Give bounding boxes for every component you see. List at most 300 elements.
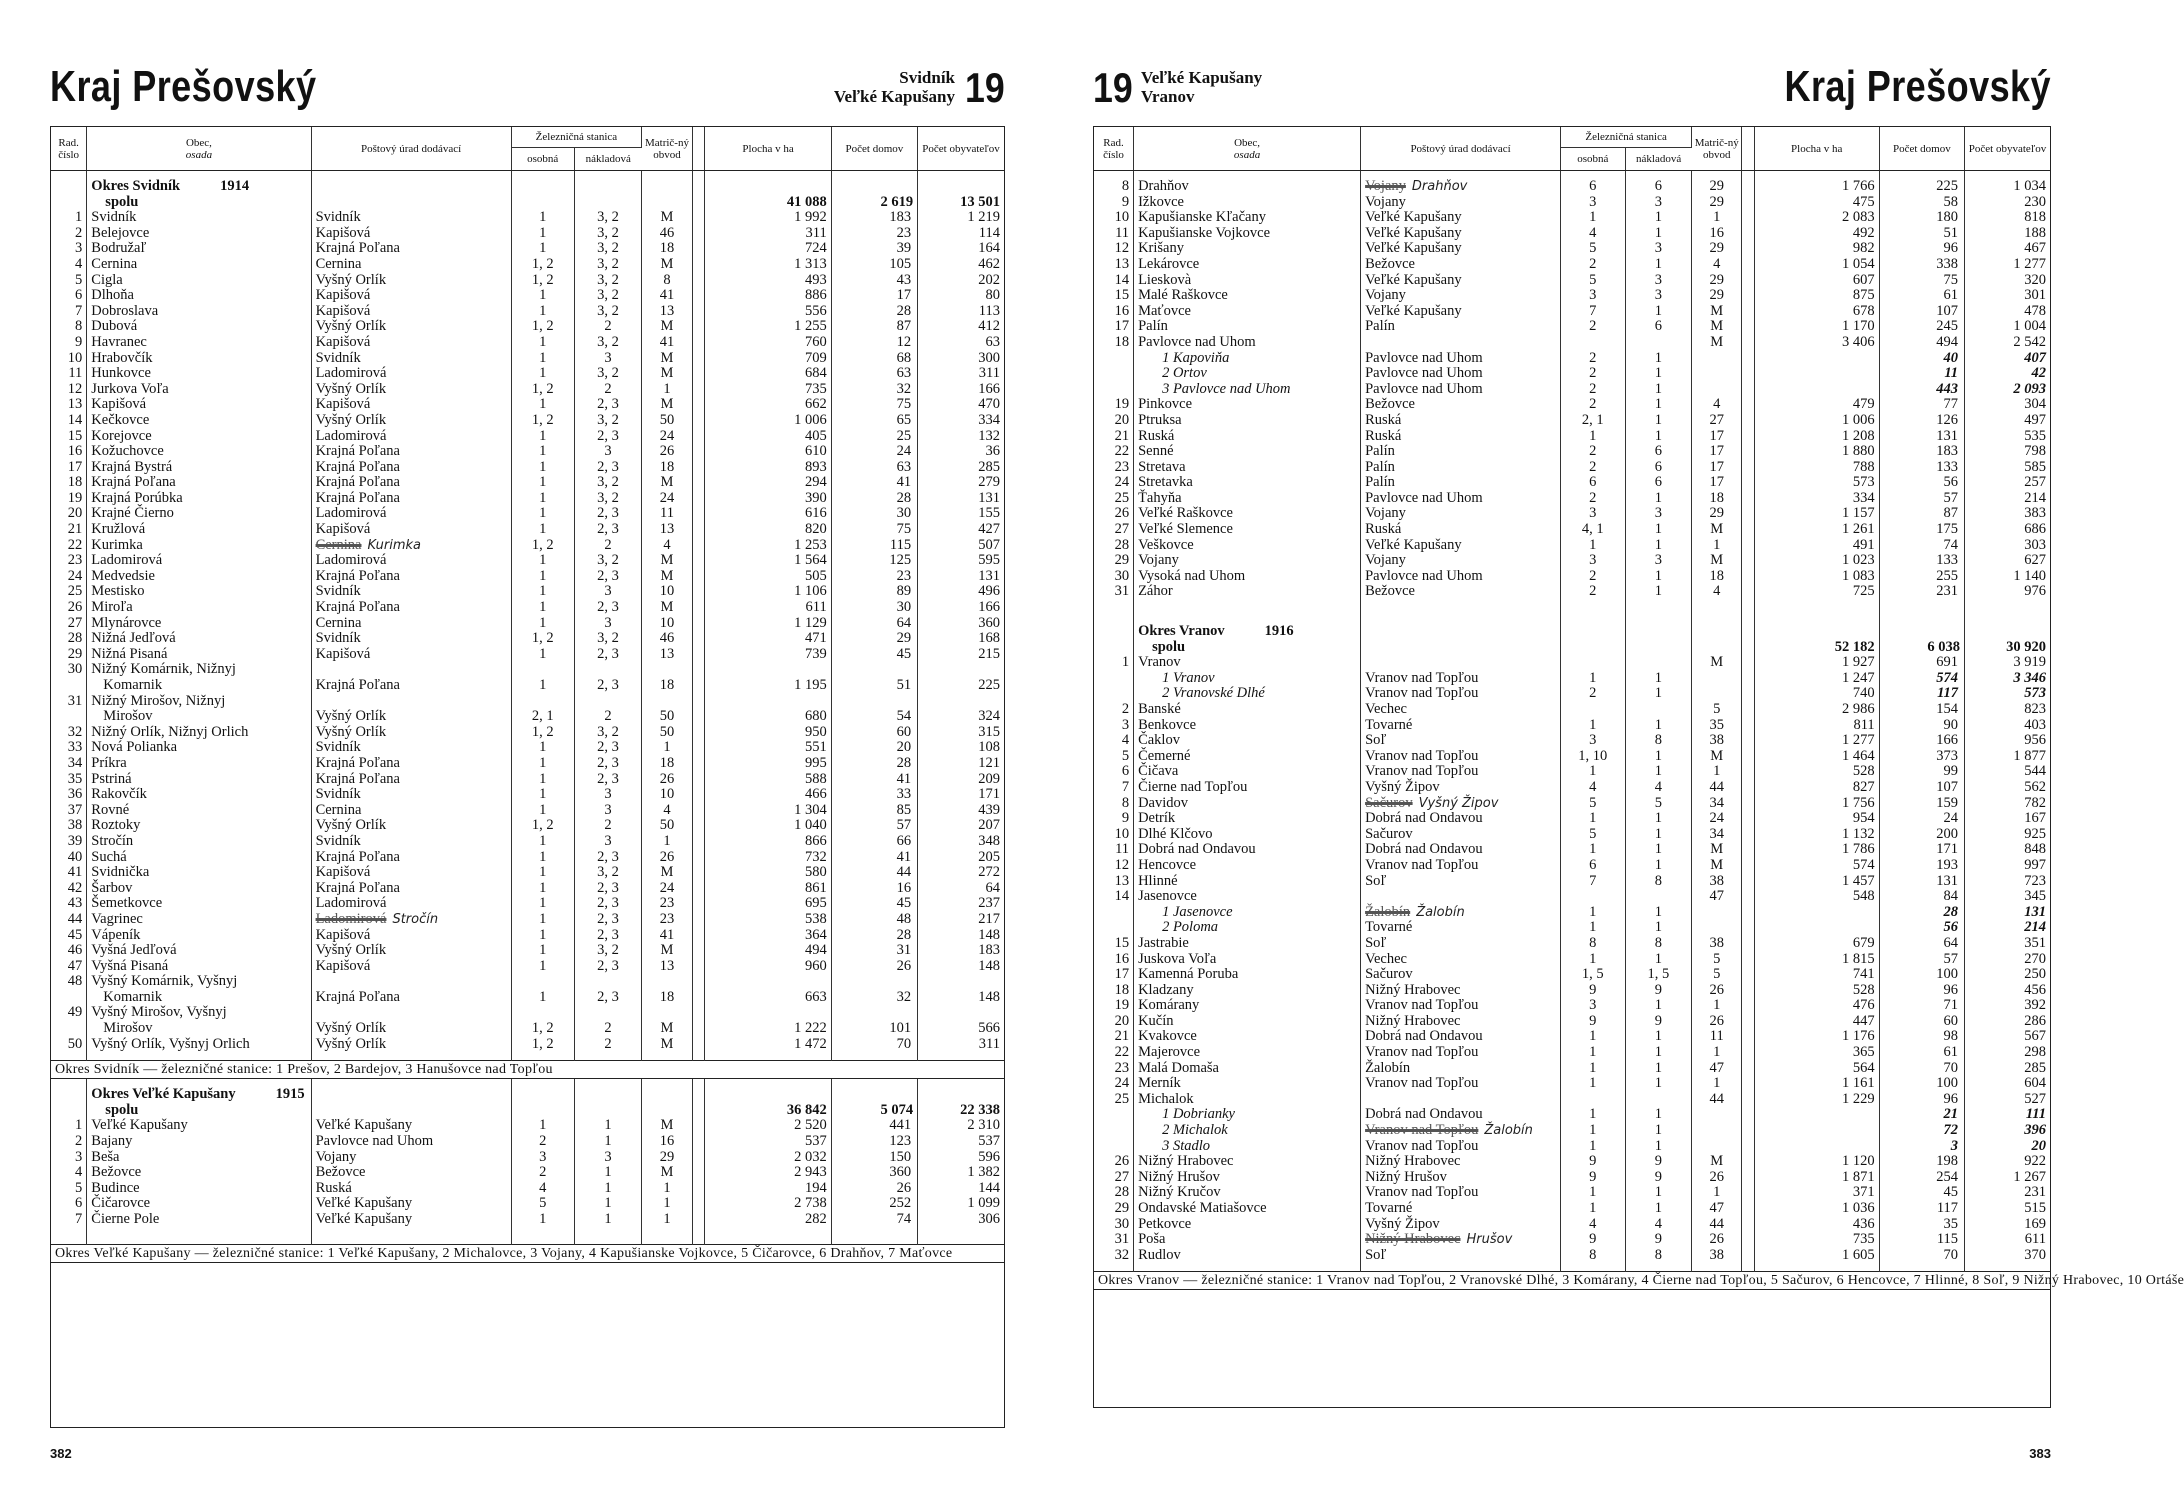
gap-cell (692, 1150, 705, 1166)
post-office: Ladomirová (311, 896, 511, 912)
cargo-station: 2 (574, 538, 641, 554)
spacer-cell (51, 1236, 87, 1245)
row-number: 43 (51, 896, 87, 912)
passenger-station: 1, 2 (511, 382, 574, 398)
population (918, 1005, 1004, 1021)
registry-district (642, 1005, 693, 1021)
district-header-row (51, 179, 1004, 195)
row-number: 10 (1094, 210, 1134, 226)
row-number: 7 (51, 304, 87, 320)
gap-cell (1742, 491, 1754, 507)
area-ha: 954 (1754, 811, 1879, 827)
house-count: 133 (1879, 460, 1964, 476)
population: 360 (978, 614, 1000, 631)
house-count: 115 (1879, 1232, 1964, 1248)
gap-cell (692, 366, 705, 382)
post-office: Krajná Poľana (311, 444, 511, 460)
post-office: Ladomirová (311, 429, 511, 445)
house-count: 126 (1879, 413, 1964, 429)
passenger-station: 5 (511, 1196, 574, 1212)
area-ha: 1 815 (1754, 952, 1879, 968)
row-number (1094, 366, 1134, 382)
passenger-station: 1, 10 (1561, 749, 1626, 765)
spacer-cell (574, 1079, 641, 1088)
population: 3 346 (2013, 669, 2046, 686)
house-count: 30 (831, 600, 917, 616)
registry-district: 46 (642, 226, 693, 242)
cargo-station: 3 (574, 616, 641, 632)
spacer-row (51, 1228, 1004, 1236)
area-ha: 479 (1754, 397, 1879, 413)
cargo-station: 1 (1625, 671, 1692, 687)
table-row (1094, 858, 2050, 874)
cargo-station: 3, 2 (574, 273, 641, 289)
row-number: 9 (1094, 195, 1134, 211)
cargo-station: 1 (574, 1118, 641, 1134)
house-count: 26 (831, 959, 917, 975)
passenger-station: 1 (1561, 1107, 1626, 1123)
area-ha: 695 (705, 896, 831, 912)
empty-cell (511, 1103, 574, 1119)
gap-cell (1742, 1045, 1754, 1061)
passenger-station: 9 (1561, 1014, 1626, 1030)
col-plocha: Plocha v ha (705, 127, 831, 171)
row-number: 32 (51, 725, 87, 741)
row-number: 27 (1094, 1170, 1134, 1186)
population: 285 (978, 458, 1000, 475)
population: 168 (978, 630, 1000, 647)
row-number (1094, 686, 1134, 702)
table-row (51, 647, 1004, 663)
cargo-station: 2, 3 (574, 928, 641, 944)
table-row (1094, 304, 2050, 320)
table-row (51, 740, 1004, 756)
passenger-station: 1 (511, 522, 574, 538)
municipality-name: Budince (87, 1181, 311, 1197)
table-row (51, 896, 1004, 912)
passenger-station: 1, 2 (511, 725, 574, 741)
population: 507 (978, 536, 1000, 553)
area-ha: 2 032 (705, 1150, 831, 1166)
registry-district (642, 974, 693, 990)
post-office: Vyšný Orlík (311, 943, 511, 959)
house-count: 24 (1879, 811, 1964, 827)
municipality-name: Vyšný Mirošov, Vyšnyj (87, 1005, 311, 1021)
cargo-station: 8 (1625, 733, 1692, 749)
table-row (1094, 195, 2050, 211)
table-row (1094, 210, 2050, 226)
district-name (1134, 624, 1361, 640)
area-ha: 739 (705, 647, 831, 663)
post-office: Nižný Hrušov (1361, 1170, 1561, 1186)
railway-footnote: Okres Veľké Kapušany — železničné stanice: 1 Veľké Kapušany, 2 Michalovce, 3 Vojany, 4 Kapušianske Vojkovce, 5 Čičarovce, 6 Drahňov, 7 Maťovce (51, 1244, 1004, 1262)
area-ha: 732 (705, 850, 831, 866)
table-row (1094, 952, 2050, 968)
registry-district: M (1692, 522, 1742, 538)
page-number: 382 (50, 1446, 72, 1461)
population: 166 (978, 380, 1000, 397)
empty-cell (1692, 640, 1742, 656)
registry-district: 4 (642, 538, 693, 554)
table-row (51, 881, 1004, 897)
row-number: 11 (1094, 226, 1134, 242)
passenger-station: 1 (511, 756, 574, 772)
house-count: 41 (831, 772, 917, 788)
gap-cell (1742, 733, 1754, 749)
post-office: Svidník (311, 351, 511, 367)
post-office (1361, 1232, 1561, 1248)
post-office: Vranov nad Topľou (1361, 686, 1561, 702)
area-ha: 950 (705, 725, 831, 741)
area-ha: 528 (1754, 983, 1879, 999)
table-row (1094, 718, 2050, 734)
registry-district: 24 (1692, 811, 1742, 827)
spacer-cell (311, 1079, 511, 1088)
running-head-line: Svidník (899, 68, 955, 87)
passenger-station (511, 662, 574, 678)
registry-district: 46 (642, 631, 693, 647)
municipality-name: Nižný Hrušov (1134, 1170, 1361, 1186)
post-office: Ruská (311, 1181, 511, 1197)
house-count: 61 (1879, 288, 1964, 304)
house-count: 84 (1879, 889, 1964, 905)
population: 1 140 (2013, 567, 2046, 584)
row-number: 24 (1094, 1076, 1134, 1092)
handwritten-correction: Vyšný Žipov (1418, 795, 1499, 811)
cargo-station: 2, 3 (574, 522, 641, 538)
registry-district: 5 (1692, 952, 1742, 968)
passenger-station: 1 (511, 460, 574, 476)
cargo-station: 3, 2 (574, 725, 641, 741)
left-page (50, 0, 1005, 1501)
registry-district: 1 (1692, 538, 1742, 554)
area-ha: 1 054 (1754, 257, 1879, 273)
municipality-name: Mlynárovce (87, 616, 311, 632)
spacer-cell (1692, 1263, 1742, 1272)
table-row (51, 709, 1004, 725)
gap-cell (1742, 1076, 1754, 1092)
cargo-station: 2, 3 (574, 756, 641, 772)
row-number: 2 (51, 226, 87, 242)
row-number: 30 (1094, 1217, 1134, 1233)
registry-district: M (1692, 858, 1742, 874)
empty-cell (1742, 624, 1754, 640)
table-row (51, 506, 1004, 522)
house-count: 77 (1879, 397, 1964, 413)
gap-cell (692, 553, 705, 569)
population: 427 (978, 521, 1000, 538)
area-ha: 1 277 (1754, 733, 1879, 749)
house-count: 100 (1879, 1076, 1964, 1092)
gap-cell (1742, 319, 1754, 335)
area-ha: 663 (705, 990, 831, 1006)
registry-district: 34 (1692, 796, 1742, 812)
municipality-name: Dobrá nad Ondavou (1134, 842, 1361, 858)
registry-district: 18 (642, 678, 693, 694)
passenger-station: 1 (511, 584, 574, 600)
area-ha: 564 (1754, 1061, 1879, 1077)
cargo-station: 3, 2 (574, 475, 641, 491)
registry-district: 29 (1692, 273, 1742, 289)
cargo-station: 9 (1625, 983, 1692, 999)
gap-cell (1742, 983, 1754, 999)
gap-cell (692, 850, 705, 866)
table-row (1094, 319, 2050, 335)
empty-cell (1094, 640, 1134, 656)
municipality-name: Čierne nad Topľou (1134, 780, 1361, 796)
post-office: Vyšný Orlík (311, 725, 511, 741)
cargo-station: 1 (1625, 998, 1692, 1014)
population: 111 (2025, 1106, 2046, 1123)
spacer-cell (1754, 616, 1879, 624)
row-number: 31 (1094, 1232, 1134, 1248)
municipality-name: Medvedsie (87, 569, 311, 585)
table-row (1094, 366, 2050, 382)
house-count: 39 (831, 241, 917, 257)
row-number: 40 (51, 850, 87, 866)
passenger-station: 1 (1561, 842, 1626, 858)
cargo-station: 1 (1625, 1045, 1692, 1061)
cargo-station: 6 (1625, 444, 1692, 460)
table-row (1094, 1029, 2050, 1045)
row-number: 18 (51, 475, 87, 491)
gap-cell (692, 522, 705, 538)
gap-cell (692, 1005, 705, 1021)
area-ha: 528 (1754, 764, 1879, 780)
area-ha: 491 (1754, 538, 1879, 554)
running-head (834, 68, 955, 106)
row-number: 15 (51, 429, 87, 445)
row-number: 41 (51, 865, 87, 881)
row-number: 21 (51, 522, 87, 538)
post-office: Vranov nad Topľou (1361, 764, 1561, 780)
municipality-name: Rakovčík (87, 787, 311, 803)
post-office: Žalobín (1361, 1061, 1561, 1077)
registry-district: 38 (1692, 874, 1742, 890)
post-office: Vojany (1361, 195, 1561, 211)
row-number: 15 (1094, 936, 1134, 952)
spacer-row (51, 171, 1004, 180)
population: 311 (978, 365, 1000, 382)
table-row (51, 1181, 1004, 1197)
railway-footnote: Okres Vranov — železničné stanice: 1 Vranov nad Topľou, 2 Vranovské Dlhé, 3 Komárany, 4 Čierne nad Topľou, 5 Sačurov, 6 Hencovce, 7 Hlinné, 8 Soľ, 9 Nižný Hrabovec, 10 Ortáše (1094, 1272, 2050, 1290)
house-count: 338 (1879, 257, 1964, 273)
spacer-cell (692, 1236, 705, 1245)
area-ha: 811 (1754, 718, 1879, 734)
spacer-cell (918, 1079, 1004, 1088)
post-office: Krajná Poľana (311, 475, 511, 491)
cargo-station: 1 (1625, 811, 1692, 827)
passenger-station: 1 (511, 366, 574, 382)
row-number: 14 (1094, 889, 1134, 905)
municipality-name: Dlhoňa (87, 288, 311, 304)
house-count: 107 (1879, 304, 1964, 320)
municipality-name: Ondavské Matiašovce (1134, 1201, 1361, 1217)
house-count: 11 (1879, 366, 1964, 382)
cargo-station: 3 (574, 584, 641, 600)
post-office: Pavlovce nad Uhom (1361, 491, 1561, 507)
post-office: Vojany (311, 1150, 511, 1166)
struck-post-office: Žalobín (1365, 903, 1411, 920)
passenger-station: 9 (1561, 1170, 1626, 1186)
registry-district: M (642, 865, 693, 881)
registry-district: 1 (642, 1196, 693, 1212)
passenger-station: 7 (1561, 304, 1626, 320)
registry-district: 41 (642, 335, 693, 351)
area-ha: 1 006 (1754, 413, 1879, 429)
post-office: Kapišová (311, 647, 511, 663)
gap-cell (1742, 858, 1754, 874)
population: 42 (2031, 365, 2046, 382)
total-population: 22 338 (960, 1101, 1000, 1118)
table-row (51, 1165, 1004, 1181)
empty-cell (1561, 640, 1626, 656)
cargo-station: 1 (1625, 1123, 1692, 1139)
passenger-station: 2, 1 (511, 709, 574, 725)
house-count: 96 (1879, 241, 1964, 257)
municipality-name: Hencovce (1134, 858, 1361, 874)
population: 611 (2024, 1231, 2046, 1248)
area-ha: 679 (1754, 936, 1879, 952)
post-office: Ladomirová (311, 553, 511, 569)
table-row (1094, 584, 2050, 600)
house-count: 443 (1879, 382, 1964, 398)
post-office: Kapišová (311, 928, 511, 944)
gap-cell (1742, 179, 1754, 195)
registry-district: 29 (1692, 179, 1742, 195)
cargo-station: 1 (1625, 413, 1692, 429)
row-number: 18 (1094, 335, 1134, 351)
row-number: 48 (51, 974, 87, 990)
population: 306 (978, 1211, 1000, 1227)
row-number: 49 (51, 1005, 87, 1021)
registry-district: 18 (642, 756, 693, 772)
area-ha: 1 564 (705, 553, 831, 569)
area-ha: 886 (705, 288, 831, 304)
table-row (51, 1212, 1004, 1228)
house-count: 75 (831, 522, 917, 538)
district-total-row (1094, 640, 2050, 656)
population: 237 (978, 895, 1000, 912)
population: 250 (2024, 966, 2046, 983)
empty-cell (51, 179, 87, 195)
municipality-name: Havranec (87, 335, 311, 351)
table-row (1094, 733, 2050, 749)
passenger-station: 1 (511, 647, 574, 663)
population: 80 (985, 287, 1000, 304)
area-ha: 2 738 (705, 1196, 831, 1212)
population: 925 (2024, 825, 2046, 842)
area-ha: 607 (1754, 273, 1879, 289)
passenger-station: 3 (1561, 288, 1626, 304)
cargo-station: 9 (1625, 1170, 1692, 1186)
footnote-row (51, 1244, 1004, 1262)
cargo-station: 1 (1625, 429, 1692, 445)
row-number: 7 (1094, 780, 1134, 796)
table-row (1094, 569, 2050, 585)
registry-district: 1 (1692, 764, 1742, 780)
cargo-station: 3 (574, 803, 641, 819)
table-row (51, 834, 1004, 850)
municipality-name: Majerovce (1134, 1045, 1361, 1061)
population: 230 (2024, 193, 2046, 210)
table-row (51, 787, 1004, 803)
spacer-cell (1742, 616, 1754, 624)
empty-cell (692, 1103, 705, 1119)
row-number: 28 (1094, 1185, 1134, 1201)
region-title: Kraj Prešovský (1784, 62, 2051, 111)
spacer-cell (51, 171, 87, 180)
row-number: 9 (1094, 811, 1134, 827)
cargo-station: 1 (1625, 842, 1692, 858)
gap-cell (1742, 702, 1754, 718)
district-header-row (51, 1087, 1004, 1103)
post-office: Kapišová (311, 288, 511, 304)
registry-district: 10 (642, 787, 693, 803)
table-row (51, 241, 1004, 257)
house-count: 70 (1879, 1061, 1964, 1077)
house-count: 24 (831, 444, 917, 460)
spacer-cell (311, 1052, 511, 1061)
population: 515 (2024, 1200, 2046, 1216)
table-row (1094, 538, 2050, 554)
cargo-station: 2 (574, 709, 641, 725)
municipality-name: Juskova Voľa (1134, 952, 1361, 968)
empty-cell (574, 179, 641, 195)
municipality-name: Kapišová (87, 397, 311, 413)
area-ha: 2 943 (705, 1165, 831, 1181)
spacer-cell (1094, 608, 1134, 616)
row-number: 17 (51, 460, 87, 476)
passenger-station (511, 974, 574, 990)
registry-district: M (1692, 749, 1742, 765)
passenger-station: 1 (511, 787, 574, 803)
population: 537 (978, 1133, 1000, 1150)
post-office: Soľ (1361, 733, 1561, 749)
area-ha: 740 (1754, 686, 1879, 702)
area-ha: 684 (705, 366, 831, 382)
area-ha: 1 036 (1754, 1201, 1879, 1217)
municipality-name: Krajná Bystrá (87, 460, 311, 476)
row-number: 28 (51, 631, 87, 647)
row-number: 15 (1094, 288, 1134, 304)
spacer-cell (1879, 1263, 1964, 1272)
population: 320 (2024, 271, 2046, 288)
cargo-station: 3, 2 (574, 335, 641, 351)
population: 209 (978, 770, 1000, 787)
struck-post-office: Vranov nad Topľou (1365, 1122, 1479, 1139)
post-office: Vyšný Žipov (1361, 1217, 1561, 1233)
municipality-name: Pinkovce (1134, 397, 1361, 413)
population: 544 (2024, 763, 2046, 780)
table-row (51, 756, 1004, 772)
municipality-name: Kružlová (87, 522, 311, 538)
right-page (1093, 0, 2184, 1501)
house-count: 64 (831, 616, 917, 632)
population: 1 034 (2013, 178, 2046, 194)
municipality-name: Nižný Kručov (1134, 1185, 1361, 1201)
post-office: Krajná Poľana (311, 756, 511, 772)
table-row (1094, 444, 2050, 460)
population: 823 (2024, 701, 2046, 717)
area-ha: 493 (705, 273, 831, 289)
row-number: 1 (51, 1118, 87, 1134)
area-ha: 893 (705, 460, 831, 476)
empty-cell (511, 179, 574, 195)
passenger-station (511, 1005, 574, 1021)
table-row (51, 1021, 1004, 1037)
registry-district: M (642, 1165, 693, 1181)
